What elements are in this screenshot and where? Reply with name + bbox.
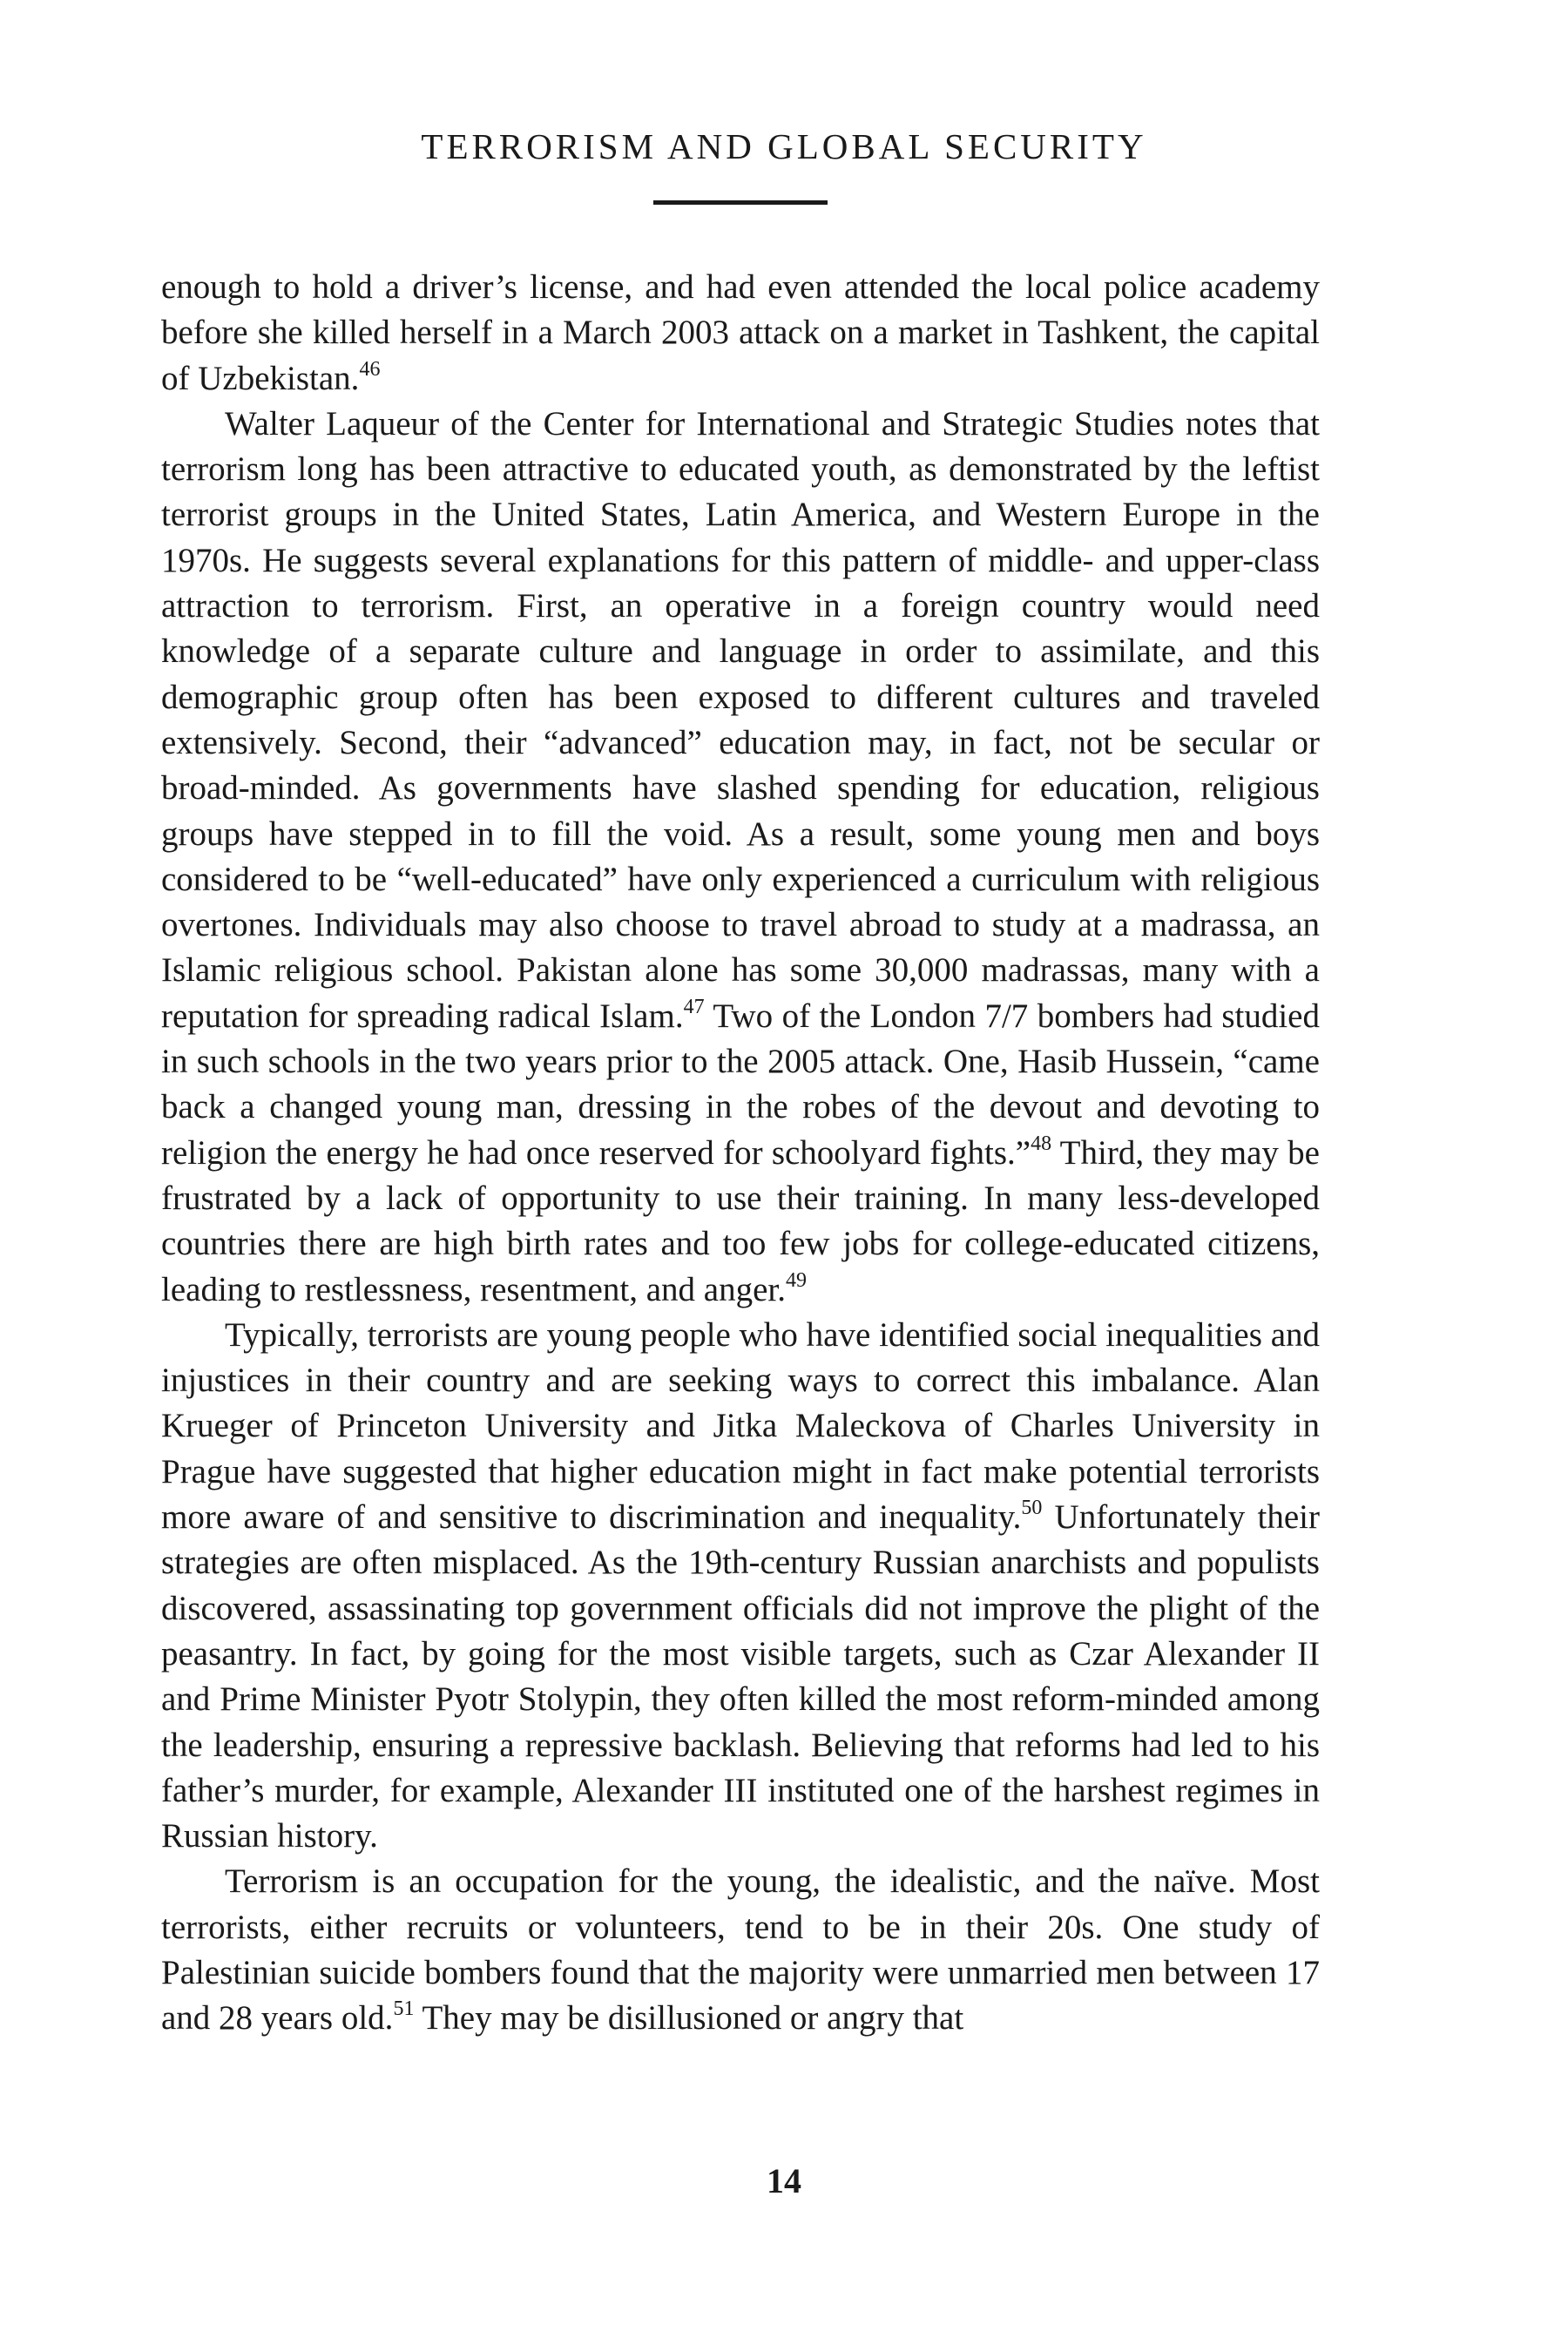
paragraph-4 bbox=[161, 1859, 1320, 2041]
paragraph-text: Terrorism is an occupation for the young, the idealistic, and the naïve. Most terrorists, either recruits or volunteers, tend to be in their 20s. One study of Palestinian suicide bombers found that the majority were unmarried men between 17 and 28 years old. bbox=[161, 1862, 1320, 2038]
paragraph-text: Unfortunately their strategies are often misplaced. As the 19th-century Russian anarchists and populists discovered, assassinating top government officials did not improve the plight of the peasantry. In fact, by going for the most visible targets, such as Czar Alexander II and Prime Minister Pyotr Stolypin, they often killed the most reform-minded among the leadership, ensuring a repressive backlash. Believing that reforms had led to his father’s murder, for example, Alexander III instituted one of the harshest regimes in Russian history. bbox=[161, 1498, 1320, 1855]
paragraph-text: Walter Laqueur of the Center for International and Strategic Studies notes that terrorism long has been attractive to educated youth, as demonstrated by the leftist terrorist groups in the United States, Latin America, and Western Europe in the 1970s. He suggests several explanations for this pattern of middle- and upper-class attraction to terrorism. First, an operative in a foreign country would need knowledge of a separate culture and language in order to assimilate, and this demographic group often has been exposed to different cultures and traveled extensively. Second, their “advanced” education may, in fact, not be secular or broad-minded. As governments have slashed spending for education, religious groups have stepped in to fill the void. As a result, some young men and boys considered to be “well-educated” have only experienced a curriculum with religious overtones. Individuals may also choose to travel abroad to study at a madrassa, an Islamic religious school. Pakistan alone has some 30,000 madrassas, many with a reputation for spreading radical Islam. bbox=[161, 404, 1320, 1035]
body-text bbox=[161, 265, 1320, 2042]
footnote-ref-49[interactable]: 49 bbox=[785, 1268, 807, 1292]
footnote-ref-51[interactable]: 51 bbox=[393, 1997, 415, 2021]
paragraph-2 bbox=[161, 402, 1320, 1313]
paragraph-text: Two of the London 7/7 bombers had studied in such schools in the two years prior to the 2005 attack. One, Hasib Hussein, “came back a changed young man, dressing in the robes of the devout and devoting to religion the energy he had once reserved for schoolyard fights.” bbox=[161, 997, 1320, 1172]
footnote-ref-46[interactable]: 46 bbox=[359, 357, 381, 381]
paragraph-text: Typically, terrorists are young people who have identified social inequalities and injustices in their country and are seeking ways to correct this imbalance. Alan Krueger of Princeton University and Jitka Maleckova of Charles University in Prague have suggested that higher education might in fact make potential terrorists more aware of and sensitive to discrimination and inequality. bbox=[161, 1315, 1320, 1537]
page-number: 14 bbox=[767, 2161, 801, 2200]
running-head: TERRORISM AND GLOBAL SECURITY bbox=[421, 126, 1147, 166]
paragraph-3 bbox=[161, 1313, 1320, 1860]
paragraph-text: They may be disillusioned or angry that bbox=[414, 1999, 964, 2038]
paragraph-1 bbox=[161, 265, 1320, 402]
footnote-ref-48[interactable]: 48 bbox=[1031, 1132, 1052, 1155]
header-rule bbox=[653, 200, 828, 205]
footnote-ref-47[interactable]: 47 bbox=[683, 995, 705, 1018]
paragraph-text: Third, they may be frustrated by a lack of opportunity to use their training. In many less-developed countries there are high birth rates and too few jobs for college-educated citizens, leading to restlessness, resentment, and anger. bbox=[161, 1133, 1320, 1308]
paragraph-text: enough to hold a driver’s license, and had even attended the local police academy before she killed herself in a March 2003 attack on a market in Tashkent, the capital of Uzbekistan. bbox=[161, 268, 1320, 397]
footnote-ref-50[interactable]: 50 bbox=[1021, 1497, 1043, 1520]
